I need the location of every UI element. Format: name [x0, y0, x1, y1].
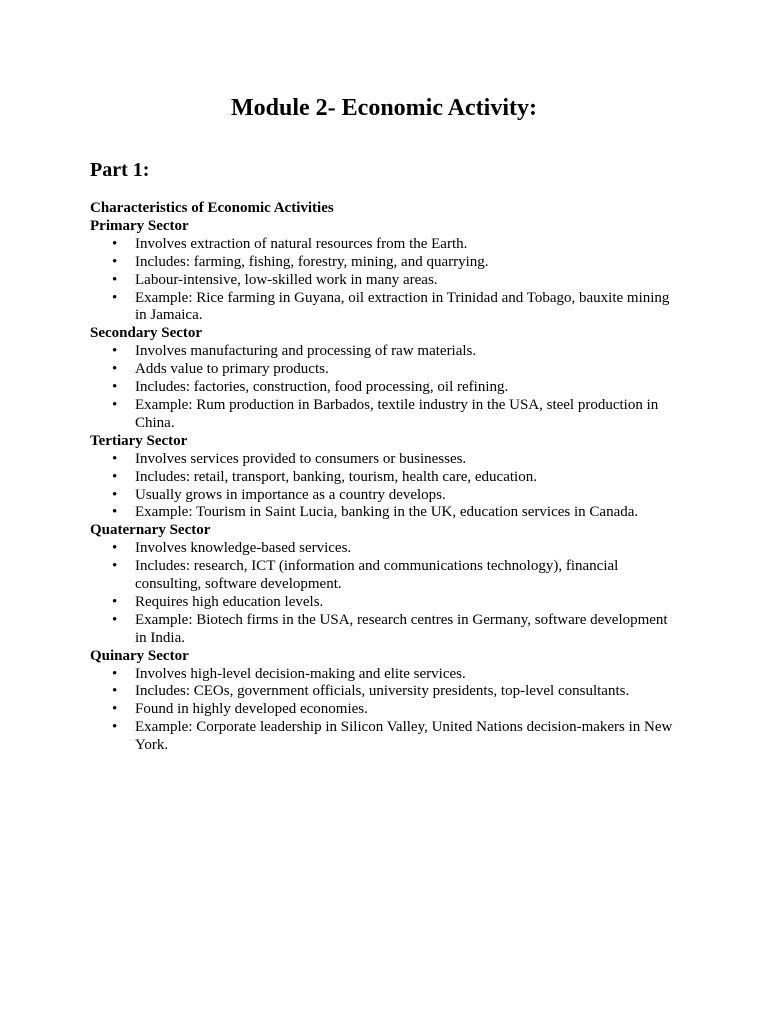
list-item-text: Usually grows in importance as a country develops.: [135, 486, 446, 503]
bullet-icon: •: [112, 719, 118, 736]
list-item: [90, 272, 680, 290]
list-item-text: Includes: retail, transport, banking, tourism, health care, education.: [135, 468, 537, 485]
sector-list: [90, 218, 680, 755]
bullet-icon: •: [112, 235, 118, 252]
bullet-icon: •: [112, 665, 118, 682]
list-item: [90, 361, 680, 379]
section-subheading: Characteristics of Economic Activities: [90, 200, 334, 216]
document-body: [90, 200, 680, 755]
list-item-text: Involves extraction of natural resources from the Earth.: [135, 235, 468, 252]
list-item-text: Example: Biotech firms in the USA, research centres in Germany, software development in India.: [135, 611, 668, 646]
bullet-icon: •: [112, 504, 118, 521]
list-item-text: Example: Corporate leadership in Silicon Valley, United Nations decision-makers in New York.: [135, 719, 673, 754]
list-item-text: Involves high-level decision-making and elite services.: [135, 665, 466, 682]
bullet-list: [90, 236, 680, 326]
list-item-text: Labour-intensive, low-skilled work in many areas.: [135, 271, 438, 288]
list-item: [90, 469, 680, 487]
bullet-icon: •: [112, 450, 118, 467]
bullet-icon: •: [112, 271, 118, 288]
bullet-icon: •: [112, 379, 118, 396]
list-item: [90, 379, 680, 397]
list-item: [90, 683, 680, 701]
bullet-list: [90, 343, 680, 433]
list-item: [90, 540, 680, 558]
sector-block: [90, 325, 680, 432]
list-item-text: Includes: research, ICT (information and communications technology), financial consulting, software development.: [135, 558, 619, 593]
bullet-icon: •: [112, 343, 118, 360]
sector-block: [90, 522, 680, 647]
list-item: [90, 504, 680, 522]
list-item: [90, 236, 680, 254]
list-item: [90, 612, 680, 648]
list-item-text: Example: Rum production in Barbados, textile industry in the USA, steel production in China.: [135, 396, 659, 431]
sector-block: [90, 433, 680, 523]
list-item: [90, 558, 680, 594]
list-item-text: Requires high education levels.: [135, 593, 324, 610]
bullet-icon: •: [112, 540, 118, 557]
list-item-text: Involves manufacturing and processing of raw materials.: [135, 343, 477, 360]
bullet-icon: •: [112, 486, 118, 503]
list-item: [90, 343, 680, 361]
list-item-text: Includes: farming, fishing, forestry, mining, and quarrying.: [135, 253, 489, 270]
list-item: [90, 701, 680, 719]
sector-block: [90, 218, 680, 325]
bullet-icon: •: [112, 468, 118, 485]
bullet-list: [90, 540, 680, 647]
sector-title: Tertiary Sector: [90, 432, 188, 449]
list-item-text: Includes: CEOs, government officials, university presidents, top-level consultants.: [135, 683, 630, 700]
bullet-icon: •: [112, 701, 118, 718]
sector-title: Quaternary Sector: [90, 522, 211, 539]
part-heading: Part 1:: [90, 159, 150, 181]
bullet-icon: •: [112, 361, 118, 378]
bullet-list: [90, 666, 680, 756]
list-item-text: Example: Tourism in Saint Lucia, banking in the UK, education services in Canada.: [135, 504, 639, 521]
page-title: Module 2- Economic Activity:: [231, 95, 537, 121]
list-item: [90, 594, 680, 612]
list-item-text: Involves knowledge-based services.: [135, 540, 352, 557]
list-item: [90, 719, 680, 755]
sector-block: [90, 648, 680, 755]
bullet-icon: •: [112, 253, 118, 270]
sector-title: Primary Sector: [90, 217, 189, 234]
list-item: [90, 397, 680, 433]
bullet-icon: •: [112, 611, 118, 628]
list-item-text: Involves services provided to consumers or businesses.: [135, 450, 467, 467]
list-item-text: Found in highly developed economies.: [135, 701, 368, 718]
list-item: [90, 487, 680, 505]
bullet-icon: •: [112, 593, 118, 610]
sector-title: Secondary Sector: [90, 325, 203, 342]
list-item-text: Includes: factories, construction, food processing, oil refining.: [135, 379, 509, 396]
bullet-icon: •: [112, 558, 118, 575]
list-item: [90, 290, 680, 326]
list-item: [90, 451, 680, 469]
list-item: [90, 254, 680, 272]
list-item-text: Adds value to primary products.: [135, 361, 329, 378]
sector-title: Quinary Sector: [90, 647, 189, 664]
bullet-list: [90, 451, 680, 523]
list-item: [90, 666, 680, 684]
bullet-icon: •: [112, 683, 118, 700]
bullet-icon: •: [112, 396, 118, 413]
bullet-icon: •: [112, 289, 118, 306]
list-item-text: Example: Rice farming in Guyana, oil extraction in Trinidad and Tobago, bauxite mining in Jamaica.: [135, 289, 670, 324]
